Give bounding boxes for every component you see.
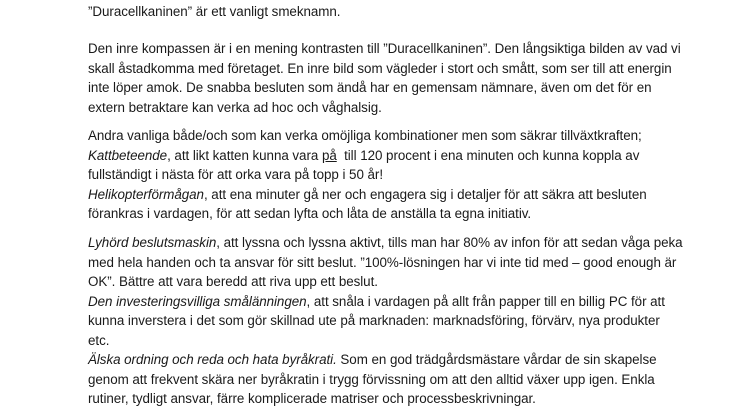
text-line: kunna inverstera i det som gör skillnad ute på marknaden: marknadsföring, förvärv, nya produkter <box>88 313 660 328</box>
text-line: etc. <box>88 332 110 348</box>
text-line: Andra vanliga både/och som kan verka omöjliga kombinationer men som säkrar tillväxtkraften; <box>88 128 642 143</box>
text-line: inte löper amok. De snabba besluten som ändå har en gemensam nämnare, även om det för en <box>88 80 652 95</box>
text-fragment: , att ena minuter gå ner och engagera sig i detaljer för att säkra att besluten <box>203 186 647 202</box>
underlined-word: på <box>321 147 337 163</box>
text-line: ”Duracellkaninen” är ett vanligt smeknamn. <box>88 4 341 19</box>
text-line <box>88 146 688 166</box>
text-line: OK”. Bättre att vara beredd att riva upp ett beslut. <box>88 274 378 289</box>
paragraph-nickname <box>88 2 688 22</box>
paragraph-decision-traits <box>88 233 688 409</box>
paragraph-combinations <box>88 126 688 224</box>
text-line: extern betraktare kan verka ad hoc och våghalsig. <box>88 99 382 115</box>
term-helikopterformagan: Helikopterförmågan <box>88 186 204 202</box>
text-line: rutiner, tydligt ansvar, färre komplicerade matriser och processbeskrivningar. <box>88 391 536 406</box>
term-alska-ordning: Älska ordning och reda och hata byråkrati. <box>88 352 337 367</box>
text-fragment: , att likt katten kunna vara <box>167 147 322 163</box>
text-line: förankras i vardagen, för att sedan lyfta och låta de anställa ta egna initiativ. <box>88 206 532 221</box>
text-line: skall åstadkomma med företaget. En inre bild som vägleder i stort och smått, som ser till att energin <box>88 60 672 76</box>
text-line: genom att frekvent skära ner byråkratin i trygg förvissning om att den alltid växer upp igen. Enkla <box>88 371 655 387</box>
text-fragment: Som en god trädgårdsmästare vårdar de sin skapelse <box>336 352 657 367</box>
text-line <box>88 350 688 370</box>
paragraph-inner-compass <box>88 39 688 117</box>
text-line: Den inre kompassen är i en mening kontrasten till ”Duracellkaninen”. Den långsiktiga bilden av vad vi <box>88 41 681 56</box>
text-line <box>88 292 688 312</box>
text-line <box>88 185 688 205</box>
text-line: med hela handen och ta ansvar för sitt beslut. ”100%-lösningen har vi inte tid med – good enough är <box>88 254 677 270</box>
term-investeringsvilliga-smalanningen: Den investeringsvilliga smålänningen <box>88 293 307 309</box>
term-kattbeteende: Kattbeteende <box>88 147 168 163</box>
text-fragment: , att lyssna och lyssna aktivt, tills man har 80% av infon för att sedan våga peka <box>216 235 683 250</box>
text-line: fullständigt i nästa för att orka vara på topp i 50 år! <box>88 167 383 182</box>
text-line <box>88 233 688 253</box>
text-fragment: till 120 procent i ena minuten och kunna koppla av <box>336 147 640 163</box>
term-lyhord-beslutsmaskin: Lyhörd beslutsmaskin <box>88 235 217 250</box>
text-fragment: , att snåla i vardagen på allt från papper till en billig PC för att <box>306 293 665 309</box>
